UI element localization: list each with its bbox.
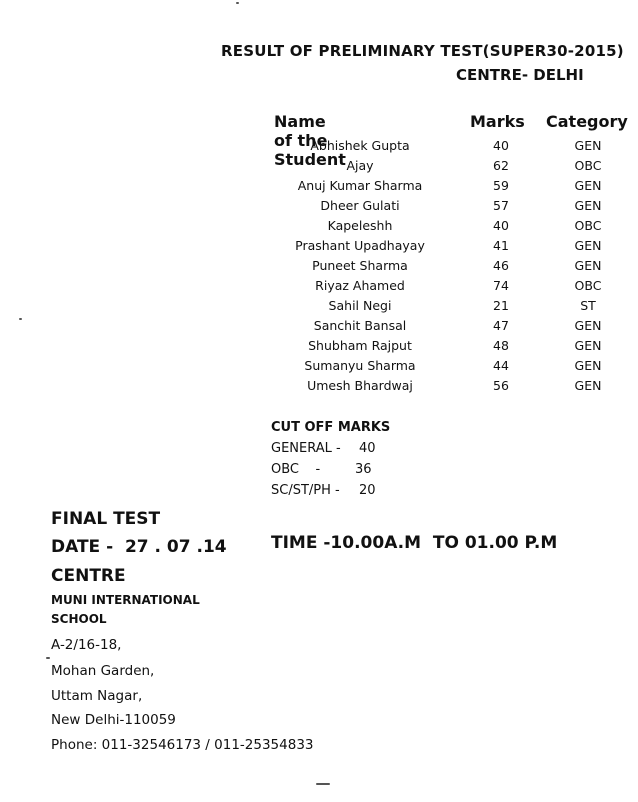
document-title: RESULT OF PRELIMINARY TEST(SUPER30-2015) xyxy=(221,42,624,60)
cutoff-row xyxy=(271,441,390,462)
cutoff-section xyxy=(271,420,390,504)
student-category: GEN xyxy=(574,238,602,253)
student-marks: 47 xyxy=(493,318,509,333)
student-name: Shubham Rajput xyxy=(308,338,412,353)
student-category: GEN xyxy=(574,258,602,273)
table-row xyxy=(270,198,630,218)
cutoff-row xyxy=(271,483,390,504)
student-name: Ajay xyxy=(346,158,374,173)
student-category: GEN xyxy=(574,178,602,193)
student-name: Anuj Kumar Sharma xyxy=(297,178,423,193)
student-marks: 57 xyxy=(493,198,509,213)
student-marks: 48 xyxy=(493,338,509,353)
student-marks: 41 xyxy=(493,238,509,253)
student-name: Kapeleshh xyxy=(327,218,393,233)
student-name: Sumanyu Sharma xyxy=(304,358,416,373)
student-marks: 40 xyxy=(493,138,509,153)
student-marks: 21 xyxy=(493,298,509,313)
student-marks: 40 xyxy=(493,218,509,233)
student-category: GEN xyxy=(574,338,602,353)
table-row xyxy=(270,178,630,198)
school-name-line2: SCHOOL xyxy=(51,612,107,626)
student-name: Sahil Negi xyxy=(328,298,392,313)
table-row xyxy=(270,218,630,238)
student-category: OBC xyxy=(574,218,602,233)
cutoff-value: 36 xyxy=(355,462,372,477)
table-row xyxy=(270,318,630,338)
address-line: A-2/16-18, xyxy=(51,637,122,653)
school-name-line1: MUNI INTERNATIONAL xyxy=(51,593,200,607)
final-test-time: TIME -10.00A.M TO 01.00 P.M xyxy=(271,533,558,553)
student-name: Umesh Bhardwaj xyxy=(307,378,413,393)
student-category: ST xyxy=(580,298,596,313)
centre-subtitle: CENTRE- DELHI xyxy=(456,66,584,84)
column-header-marks: Marks xyxy=(470,112,525,131)
student-marks: 62 xyxy=(493,158,509,173)
student-category: OBC xyxy=(574,278,602,293)
student-name: Dheer Gulati xyxy=(320,198,400,213)
cutoff-value: 40 xyxy=(359,441,376,456)
student-category: GEN xyxy=(574,358,602,373)
table-row xyxy=(270,238,630,258)
student-marks: 59 xyxy=(493,178,509,193)
final-centre-label: CENTRE xyxy=(51,566,126,586)
cutoff-label: SC/ST/PH - xyxy=(271,483,340,498)
cutoff-value: 20 xyxy=(359,483,376,498)
table-row xyxy=(270,258,630,278)
student-marks: 56 xyxy=(493,378,509,393)
student-name: Riyaz Ahamed xyxy=(315,278,405,293)
address-line: Mohan Garden, xyxy=(51,663,155,679)
student-marks: 74 xyxy=(493,278,509,293)
table-row xyxy=(270,138,630,158)
student-category: OBC xyxy=(574,158,602,173)
cutoff-title: CUT OFF MARKS xyxy=(271,420,391,435)
column-header-name: Name of the Student xyxy=(274,112,346,169)
cutoff-label: GENERAL - xyxy=(271,441,341,456)
scan-speck xyxy=(19,318,22,320)
table-row xyxy=(270,338,630,358)
address-line: Uttam Nagar, xyxy=(51,688,143,704)
student-category: GEN xyxy=(574,138,602,153)
student-name: Prashant Upadhayay xyxy=(295,238,425,253)
table-row xyxy=(270,158,630,178)
cutoff-label: OBC - xyxy=(271,462,321,477)
table-row xyxy=(270,358,630,378)
table-row xyxy=(270,378,630,398)
student-category: GEN xyxy=(574,378,602,393)
cutoff-row xyxy=(271,462,390,483)
student-category: GEN xyxy=(574,198,602,213)
student-name: Puneet Sharma xyxy=(312,258,408,273)
student-name: Sanchit Bansal xyxy=(313,318,407,333)
table-row xyxy=(270,298,630,318)
table-row xyxy=(270,278,630,298)
final-test-date: DATE - 27 . 07 .14 xyxy=(51,537,227,557)
address-line: New Delhi-110059 xyxy=(51,712,176,728)
phone-line: Phone: 011-32546173 / 011-25354833 xyxy=(51,737,314,753)
final-test-title: FINAL TEST xyxy=(51,509,161,529)
scan-speck xyxy=(236,2,239,4)
scan-speck xyxy=(316,783,330,785)
column-header-category: Category xyxy=(546,112,628,131)
student-name: Abhishek Gupta xyxy=(310,138,410,153)
student-marks: 44 xyxy=(493,358,509,373)
student-category: GEN xyxy=(574,318,602,333)
student-marks: 46 xyxy=(493,258,509,273)
scan-speck xyxy=(46,657,50,659)
